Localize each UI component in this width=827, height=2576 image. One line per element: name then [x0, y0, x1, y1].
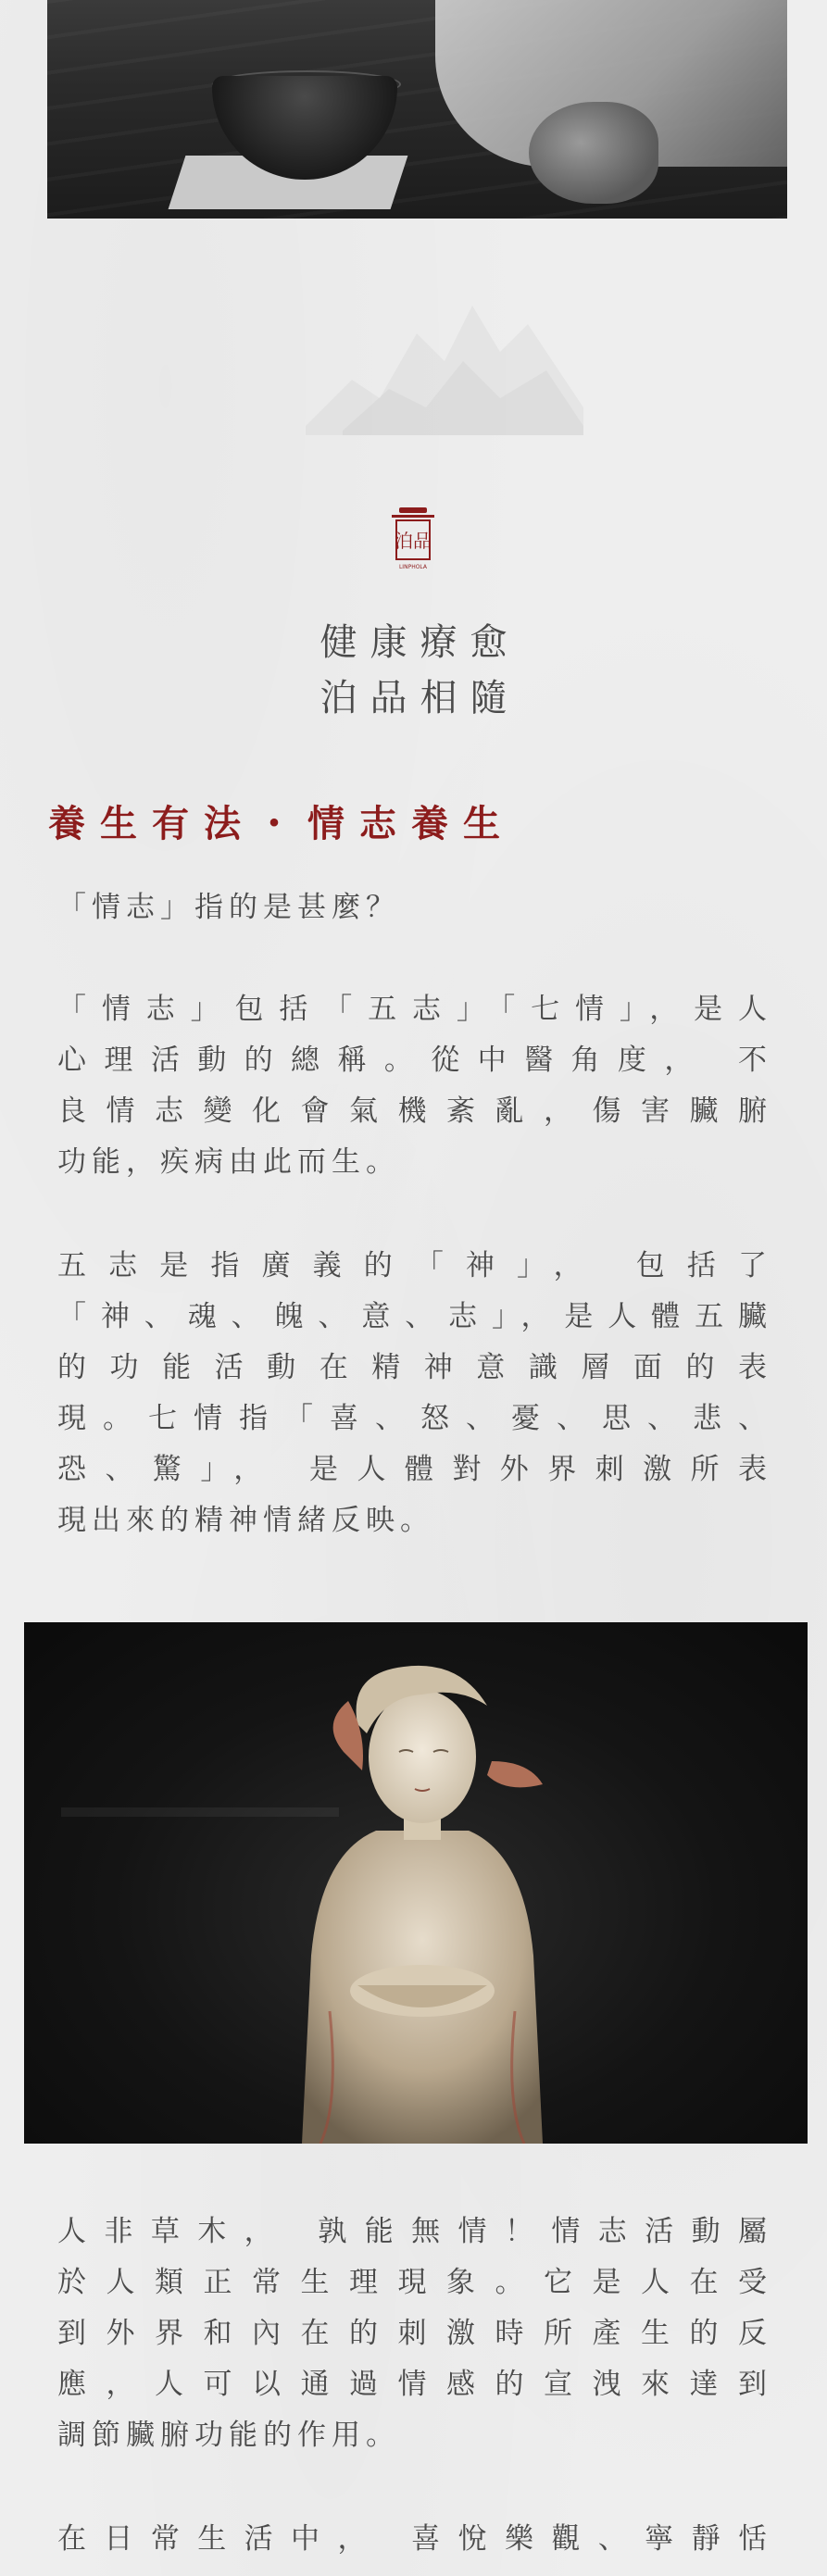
paragraph-4: 在日常生活中， 喜悅樂觀、寧靜恬	[57, 2522, 772, 2556]
figurine-photo	[24, 1622, 808, 2144]
brand-logo	[390, 507, 436, 572]
question-text: 「情志」指的是甚麼？	[57, 891, 400, 924]
paragraph-3: 人非草木， 孰能無情！情志活動屬 於人類正常生理現象。它是人在受 到外界和內在的刺激時所產生的反 應，人可以通過情感的宣洩來達到 調節臟腑功能的作用。	[57, 2215, 772, 2452]
logo-caption: LINPHOLA	[398, 564, 428, 570]
tea-bowl-photo	[47, 0, 787, 219]
logo-mark: 泊品	[395, 530, 432, 552]
motto-line-1: 健康療愈	[320, 621, 520, 664]
figurine-illustration	[24, 1622, 808, 2144]
paragraph-1: 「情志」包括「五志」「七情」，是人 心理活動的總稱。從中醫角度， 不 良情志變化會氣機紊亂，傷害臟腑 功能，疾病由此而生。	[57, 993, 772, 1179]
ink-mountain-decoration	[306, 250, 583, 435]
paragraph-2: 五志是指廣義的「神」， 包括了 「神、魂、魄、意、志」，是人體五臟 的功能活動在精神意識層面的表 現。七情指「喜、怒、憂、思、悲、 恐、驚」， 是人體對外界刺激所表 現出來的精神情緒反映。	[57, 1249, 772, 1537]
motto-line-2: 泊品相隨	[320, 677, 520, 719]
section-heading: 養生有法・情志養生	[48, 802, 515, 845]
